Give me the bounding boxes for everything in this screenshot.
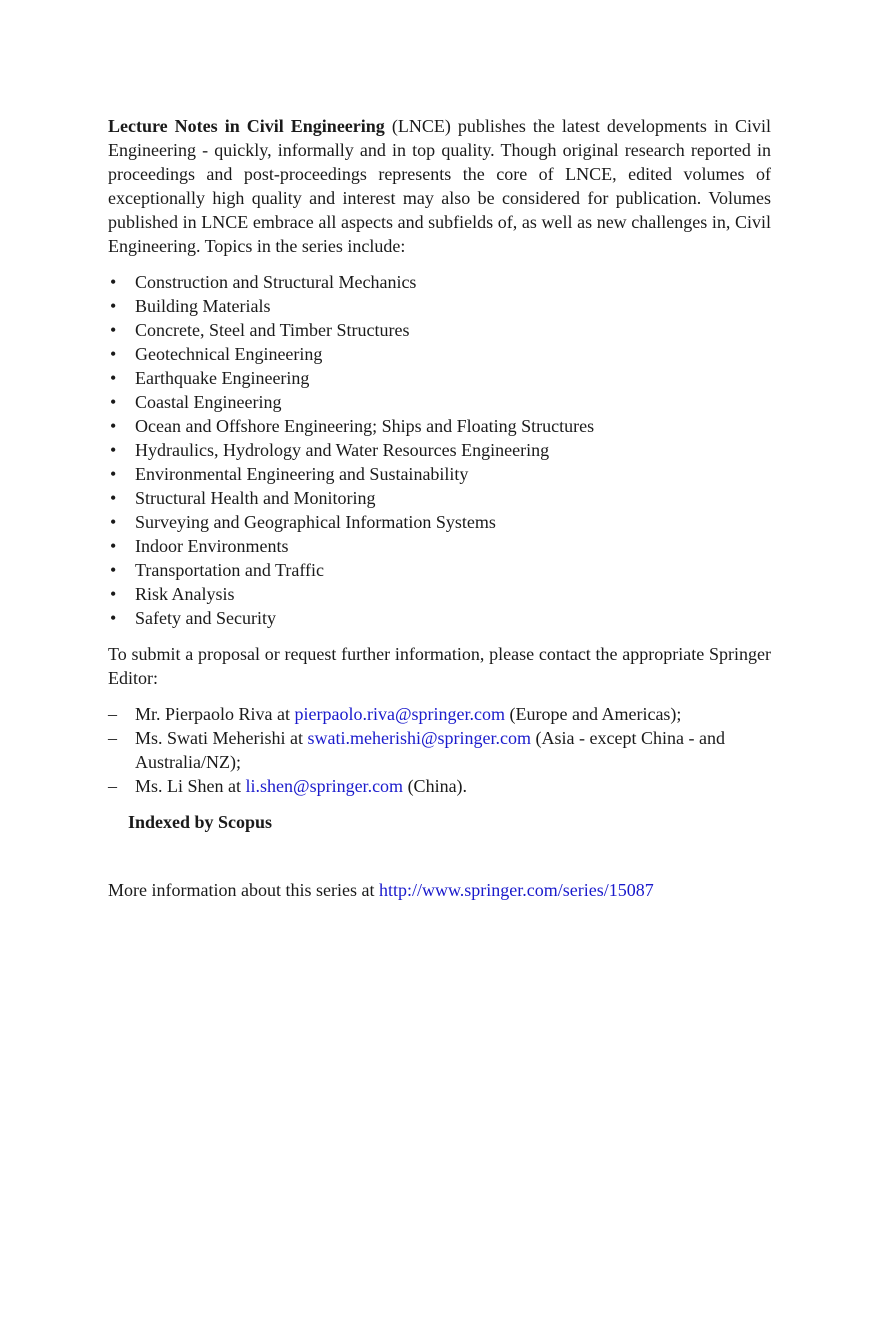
topic-label: Construction and Structural Mechanics bbox=[135, 272, 417, 292]
list-item bbox=[108, 510, 771, 534]
contact-suffix: (China). bbox=[403, 776, 468, 796]
bullet: • bbox=[110, 272, 117, 292]
contact-prefix: Mr. Pierpaolo Riva at bbox=[135, 704, 295, 724]
topic-label: Geotechnical Engineering bbox=[135, 344, 323, 364]
list-item bbox=[108, 294, 771, 318]
list-item bbox=[108, 366, 771, 390]
contact-item bbox=[108, 726, 771, 774]
list-item bbox=[108, 606, 771, 630]
list-item bbox=[108, 270, 771, 294]
contact-prefix: Ms. Swati Meherishi at bbox=[135, 728, 308, 748]
list-item bbox=[108, 582, 771, 606]
topic-label: Risk Analysis bbox=[135, 584, 235, 604]
bullet: • bbox=[110, 392, 117, 412]
bullet: • bbox=[110, 416, 117, 436]
bullet: • bbox=[110, 320, 117, 340]
bullet: • bbox=[110, 344, 117, 364]
more-info-line bbox=[108, 878, 654, 902]
bullet: • bbox=[110, 488, 117, 508]
bullet: • bbox=[110, 464, 117, 484]
email-link[interactable]: li.shen@springer.com bbox=[245, 776, 404, 796]
list-item bbox=[108, 318, 771, 342]
bullet: • bbox=[110, 296, 117, 316]
contact-suffix: (Europe and Americas); bbox=[505, 704, 682, 724]
topics-list bbox=[108, 270, 771, 630]
contact-item bbox=[108, 702, 771, 726]
topic-label: Building Materials bbox=[135, 296, 271, 316]
topic-label: Concrete, Steel and Timber Structures bbox=[135, 320, 410, 340]
more-info-prefix: More information about this series at bbox=[108, 880, 379, 900]
topic-label: Surveying and Geographical Information Systems bbox=[135, 512, 496, 532]
contact-suffix: (Asia - except China - and Australia/NZ); bbox=[135, 728, 725, 772]
dash: – bbox=[108, 704, 117, 724]
list-item bbox=[108, 342, 771, 366]
bullet: • bbox=[110, 560, 117, 580]
contacts-list bbox=[108, 702, 771, 798]
topic-label: Transportation and Traffic bbox=[135, 560, 324, 580]
contact-prefix: Ms. Li Shen at bbox=[135, 776, 246, 796]
topic-label: Environmental Engineering and Sustainability bbox=[135, 464, 469, 484]
list-item bbox=[108, 390, 771, 414]
list-item bbox=[108, 534, 771, 558]
bullet: • bbox=[110, 512, 117, 532]
list-item bbox=[108, 414, 771, 438]
topic-label: Structural Health and Monitoring bbox=[135, 488, 376, 508]
dash: – bbox=[108, 776, 117, 796]
series-name: Lecture Notes in Civil Engineering bbox=[108, 116, 385, 136]
topic-label: Indoor Environments bbox=[135, 536, 289, 556]
bullet: • bbox=[110, 536, 117, 556]
email-link[interactable]: swati.meherishi@springer.com bbox=[307, 728, 532, 748]
topic-label: Earthquake Engineering bbox=[135, 368, 310, 388]
document-page bbox=[108, 114, 771, 834]
contact-intro: To submit a proposal or request further information, please contact the appropriate Springer Editor: bbox=[108, 644, 771, 688]
list-item bbox=[108, 486, 771, 510]
contact-item bbox=[108, 774, 771, 798]
series-description bbox=[108, 114, 771, 258]
dash: – bbox=[108, 728, 117, 748]
topic-label: Hydraulics, Hydrology and Water Resources Engineering bbox=[135, 440, 550, 460]
topic-label: Ocean and Offshore Engineering; Ships and Floating Structures bbox=[135, 416, 595, 436]
list-item bbox=[108, 438, 771, 462]
topic-label: Safety and Security bbox=[135, 608, 276, 628]
series-description-text: (LNCE) publishes the latest developments in Civil Engineering - quickly, informally and in top quality. Though original research reported in proceedings and post-proceedings represents the core of LNCE, edited volumes of exceptionally high quality and interest may also be considered for publication. Volumes published in LNCE embrace all aspects and subfields of, as well as new challenges in, Civil Engineering. Topics in the series include: bbox=[108, 116, 771, 256]
bullet: • bbox=[110, 368, 117, 388]
topic-label: Coastal Engineering bbox=[135, 392, 282, 412]
bullet: • bbox=[110, 584, 117, 604]
bullet: • bbox=[110, 608, 117, 628]
indexed-note: Indexed by Scopus bbox=[128, 812, 273, 832]
bullet: • bbox=[110, 440, 117, 460]
list-item bbox=[108, 462, 771, 486]
email-link[interactable]: pierpaolo.riva@springer.com bbox=[294, 704, 505, 724]
list-item bbox=[108, 558, 771, 582]
series-url-link[interactable]: http://www.springer.com/series/15087 bbox=[378, 880, 654, 900]
